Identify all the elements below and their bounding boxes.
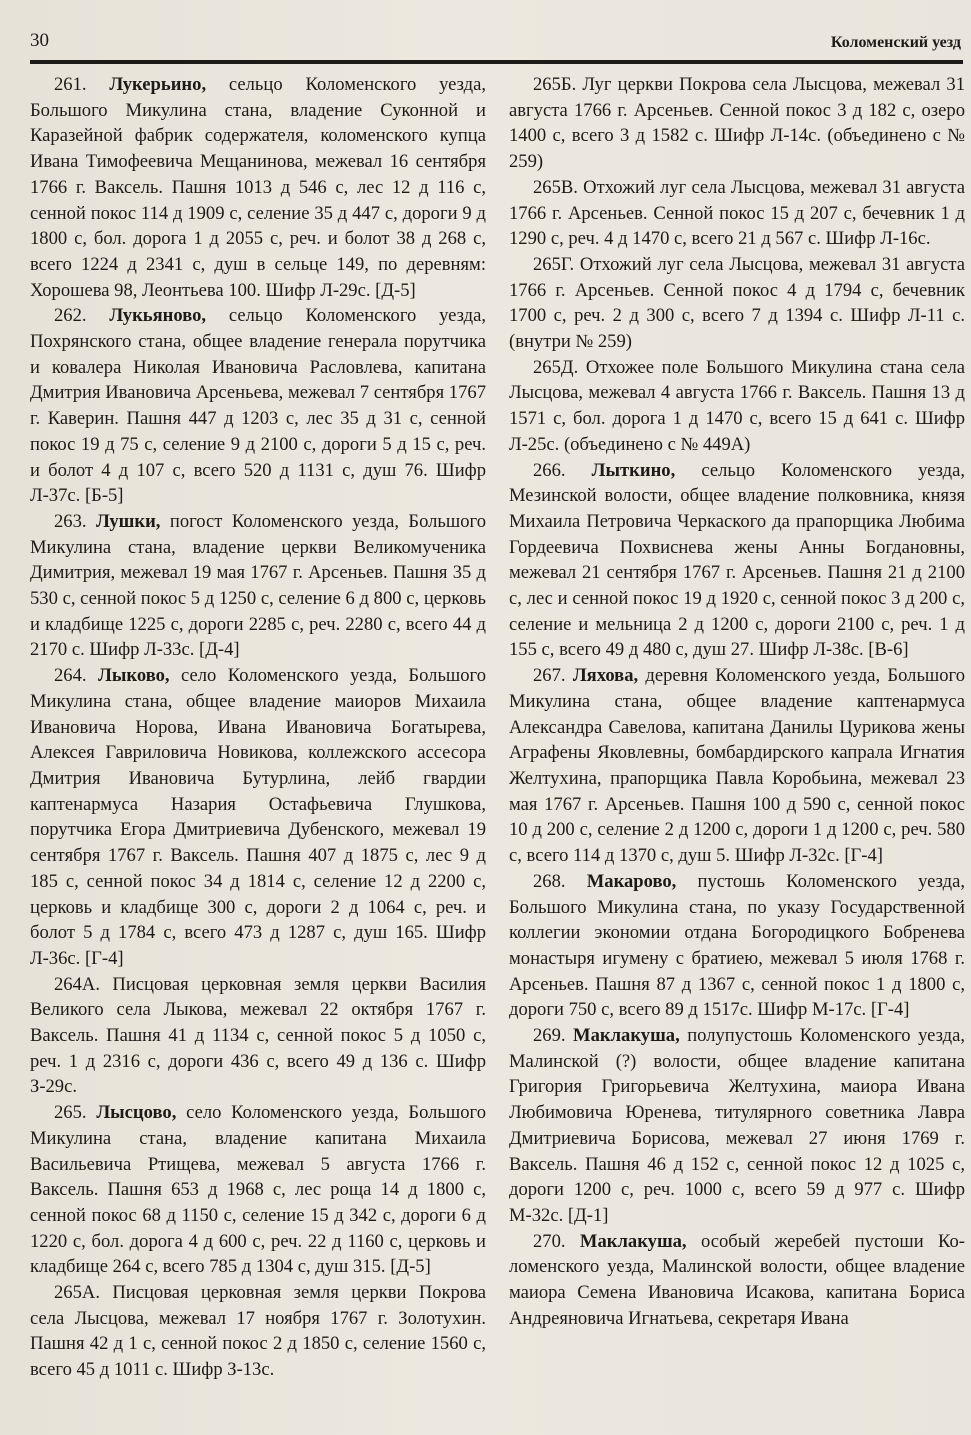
entry-264: 264. Лыково, село Коломенского уезда, Большого Микулина стана, общее владение маиоров Михаила Ивановича Норова, Ивана Ивановича Богатырева, Алексея Гавриловича Новикова, коллежского ассесора Дмитрия Ивановича Бутурлина, лейб гвардии каптенармуса Назария Остафьевича Глушкова, порутчика Егора Дмитриевича Дубенского, межевал 19 сентября 1767 г. Ваксель. Пашня 407 д 1875 с, лес 9 д 185 с, сенной покос 34 д 1814 с, селение 12 д 2200 с, церковь и кладбище 300 с, дороги 2 д 1064 с, реч. и болот 5 д 1784 с, всего 473 д 1287 с, душ 165. Шифр Л-36с. [Г-4] <box>30 665 486 969</box>
entry-264a: 264А. Писцовая церковная земля церкви Василия Великого села Лыкова, межевал 22 октября 1767 г. Ваксель. Пашня 41 д 1134 с, сенной покос 5 д 1050 с, реч. 1 д 2316 с, дороги 436 с, всего 49 д 136 с. Шифр З-29с. <box>30 973 486 1098</box>
entry-261: 261. Лукерьино, сельцо Коломенского уезда, Большого Микулина стана, владение Суконной и Каразейной фабрик содержателя, коломенского купца Ивана Тимофеевича Мещанинова, межевал 16 сентября 1766 г. Ваксель. Пашня 1013 д 546 с, лес 12 д 116 с, сенной покос 114 д 1909 с, селение 35 д 447 с, дороги 9 д 1800 с, бол. дорога 1 д 2055 с, реч. и болот 38 д 268 с, всего 1224 д 2341 с, душ в сельце 149, по деревням: Хорошева 98, Леонтьева 100. Шифр Л-29с. [Д-5] <box>30 74 486 301</box>
entry-265d: 265Д. Отхожее поле Большого Микулина стана села Лысцова, межевал 4 августа 1766 г. Ваксель. Пашня 13 д 1571 с, бол. дорога 1 д 1470 с, всего 15 д 641 с. Шифр Л-25с. (объединено с № 449А) <box>509 356 965 455</box>
page-header <box>30 26 961 52</box>
page-number: 30 <box>30 30 49 51</box>
entry-269: 269. Маклакуша, полупустошь Коломенского уезда, Малинской (?) волости, общее владение капитана Григория Григорьевича Желтухина, маиора Ивана Любимовича Юренева, титулярного советника Лавра Дмитриевича Борисова, межевал 27 июня 1769 г. Ваксель. Пашня 46 д 152 с, сенной покос 12 д 1025 с, дороги 1200 с, реч. 1000 с, всего 59 д 977 с. Шифр М-32с. [Д-1] <box>509 1025 965 1226</box>
left-column <box>30 72 486 1383</box>
entry-265g: 265Г. Отхожий луг села Лысцова, межевал 31 августа 1766 г. Арсеньев. Сенной покос 4 д 1794 с, бечевник 1700 с, реч. 2 д 300 с, всего 7 д 1394 с. Шифр Л-11 с. (внутри № 259) <box>509 253 965 353</box>
running-title: Коломенский уезд <box>830 34 961 51</box>
entry-265: 265. Лысцово, село Коломенского уезда, Большого Микулина стана, владение капитана Михаила Васильевича Ртищева, межевал 5 августа 1766 г. Ваксель. Пашня 653 д 1968 с, лес роща 14 д 1800 с, сенной покос 68 д 1150 с, селение 15 д 342 с, дороги 6 д 1220 с, бол. дорога 4 д 600 с, реч. 22 д 1160 с, церковь и кладбище 264 с, всего 785 д 1304 с, душ 315. [Д-5] <box>30 1102 486 1278</box>
entry-270: 270. Маклакуша, особый жеребей пустоши Коломенского уезда, Малинской волости, общее владение маиора Семена Ивановича Исакова, капитана Бориса Андреяновича Игнатьева, секретаря Ивана <box>509 1230 965 1329</box>
entry-267: 267. Ляхова, деревня Коломенского уезда, Большого Микулина стана, общее владение каптенармуса Александра Савелова, капитана Данилы Цурикова жены Аграфены Яковлевны, бомбардирского капрала Игнатия Желтухина, прапорщика Павла Коробьина, межевал 23 мая 1767 г. Арсеньев. Пашня 100 д 590 с, сенной покос 10 д 200 с, селение 2 д 1200 с, дороги 1 д 1200 с, реч. 580 с, всего 114 д 1370 с, душ 5. Шифр Л-32с. [Г-4] <box>509 665 965 867</box>
entry-265a: 265А. Писцовая церковная земля церкви Покрова села Лысцова, межевал 17 ноября 1767 г. Золотухин. Пашня 42 д 1 с, сенной покос 2 д 1850 с, селение 1560 с, всего 45 д 1011 с. Шифр З-13с. <box>30 1282 486 1381</box>
entry-262: 262. Лукьяново, сельцо Коломенского уезда, Похрянского стана, общее владение генерала порутчика и ковалера Николая Ивановича Расловлева, капитана Дмитрия Ивановича Арсеньева, межевал 7 сентября 1767 г. Каверин. Пашня 447 д 1203 с, лес 35 д 31 с, сенной покос 19 д 75 с, селение 9 д 2100 с, дороги 5 д 15 с, реч. и болот 4 д 107 с, всего 520 д 1131 с, душ 76. Шифр Л-37с. [Б-5] <box>30 305 486 507</box>
entry-265v: 265В. Отхожий луг села Лысцова, межевал 31 августа 1766 г. Арсеньев. Сенной покос 15 д 207 с, бечевник 1 д 1290 с, реч. 4 д 1470 с, всего 21 д 567 с. Шифр Л-16с. <box>509 176 965 250</box>
entry-268: 268. Макарово, пустошь Коломенского уезда, Большого Микулина стана, по указу Государственной коллегии экономии отдана Богородицкого Бобренева монастыря игумену с братиею, межевал 5 июля 1768 г. Арсеньев. Пашня 87 д 1367 с, сенной покос 1 д 1800 с, дороги 750 с, всего 89 д 1517с. Шифр М-17с. [Г-4] <box>509 870 966 1021</box>
right-column <box>509 72 965 1331</box>
entry-266: 266. Лыткино, сельцо Коломенского уезда, Мезинской волости, общее владение полковника, князя Михаила Петровича Черкаского да прапорщика Любима Гордеевича Похвиснева жены Анны Богдановны, межевал 21 сентября 1767 г. Арсеньев. Пашня 21 д 2100 с, лес и сенной покос 19 д 1920 с, сенной покос 3 д 200 с, селение и мельница 2 д 1200 с, дороги 2100 с, реч. 1 д 155 с, всего 49 д 480 с, душ 27. Шифр Л-38с. [В-6] <box>509 459 966 661</box>
entry-265b: 265Б. Луг церкви Покрова села Лысцова, межевал 31 августа 1766 г. Арсеньев. Сенной покос 3 д 182 с, озеро 1400 с, всего 3 д 1582 с. Шифр Л-14с. (объединено с № 259) <box>509 74 965 173</box>
entry-263: 263. Лушки, погост Коломенского уезда, Большого Микулина стана, владение церкви Великомученика Димитрия, межевал 19 мая 1767 г. Арсеньев. Пашня 35 д 530 с, сенной покос 5 д 1250 с, селение 6 д 800 с, церковь и кладбище 1225 с, дороги 2285 с, реч. 2280 с, всего 44 д 2170 с. Шифр Л-33с. [Д-4] <box>30 510 486 661</box>
header-rule <box>30 60 963 64</box>
